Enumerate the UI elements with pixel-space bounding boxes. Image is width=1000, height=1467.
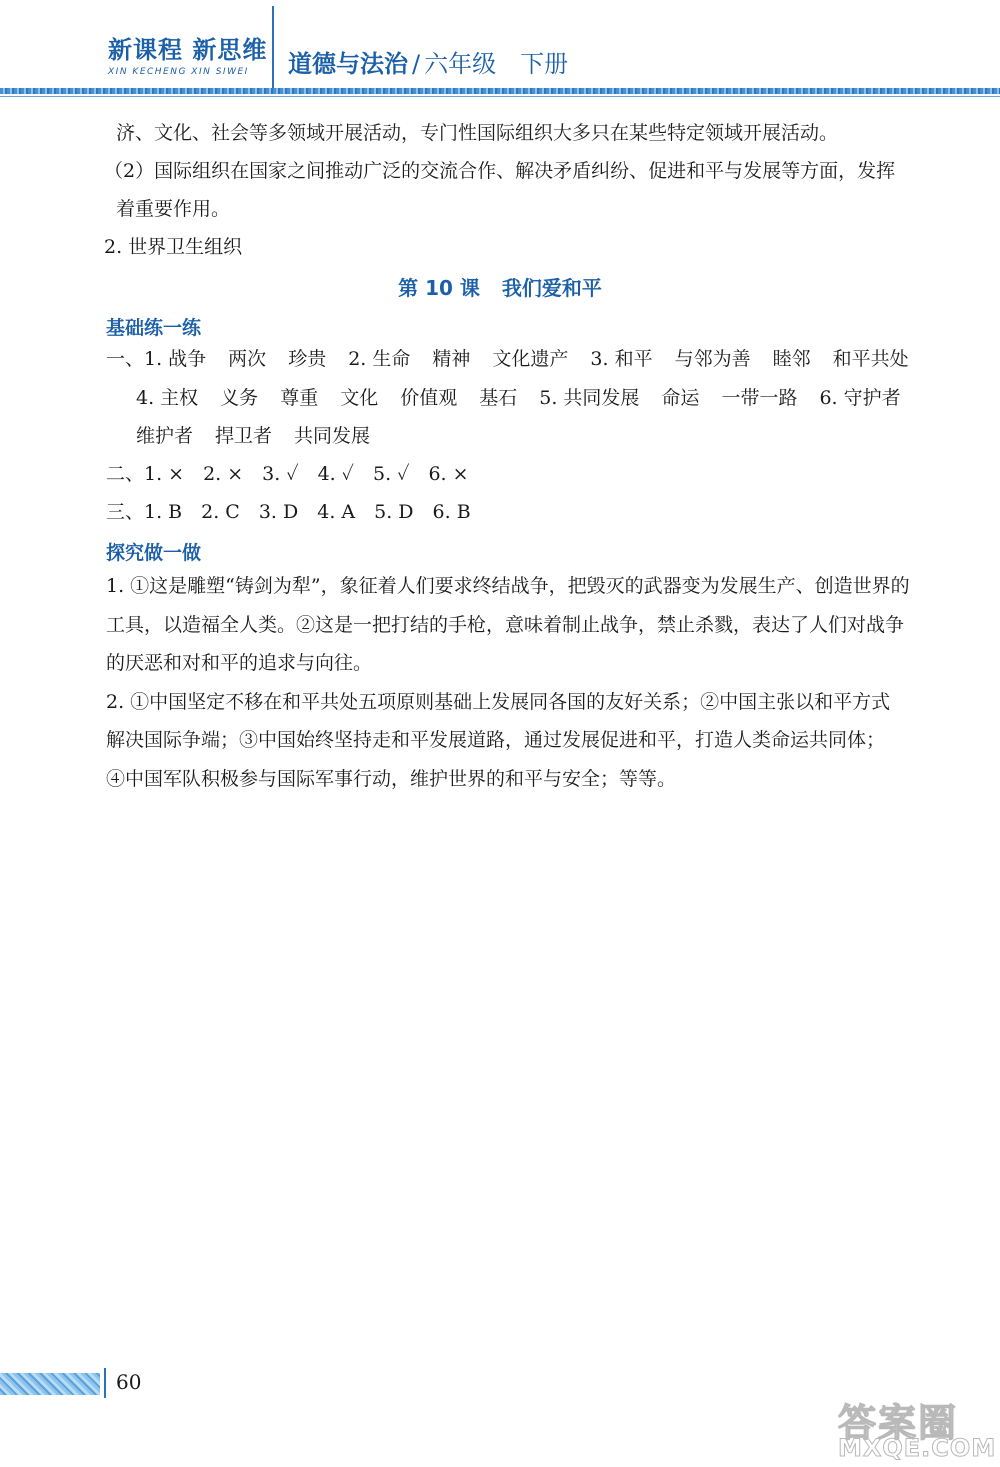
explore-q1-line-2: 工具，以造福全人类。②这是一把打结的手枪，意味着制止战争，禁止杀戮，表达了人们对战争 [106,614,905,636]
answer-word: 一带一路 [721,387,798,409]
answer-word: 尊重 [280,387,319,409]
answer-word: 6. 守护者 [819,387,901,409]
answer-word: 珍贵 [288,348,327,370]
answer-word: 3. 和平 [590,348,653,370]
basics-part1-row1 [106,346,931,372]
book-title [288,44,568,79]
intro-line-4: 2. 世界卫生组织 [104,236,243,258]
book-volume: 下册 [520,50,569,78]
page-header [0,0,1000,100]
watermark-text-cn: 答案圈 [838,1401,959,1445]
lesson-name: 我们爱和平 [501,276,602,300]
answer-word: 5. 共同发展 [539,387,640,409]
basics-part3: 三、1. B 2. C 3. D 4. A 5. D 6. B [106,501,471,523]
answer-word: 文化遗产 [492,348,569,370]
explore-q2-line-1: 2. ①中国坚定不移在和平共处五项原则基础上发展同各国的友好关系；②中国主张以和平方式 [106,691,891,713]
answer-word: 睦邻 [772,348,811,370]
explore-q2-line-2: 解决国际争端；③中国始终坚持走和平发展道路，通过发展促进和平，打造人类命运共同体； [106,729,886,751]
watermark-logo [830,1390,1000,1467]
answer-word: 两次 [228,348,267,370]
header-divider [272,6,274,94]
lesson-title [0,272,1000,301]
intro-line-3: 着重要作用。 [116,198,231,220]
book-subject: 道德与法治 [288,50,408,78]
answer-word: 价值观 [400,387,458,409]
basics-part1-row3 [136,423,392,449]
header-rule-thin [0,96,1000,97]
answer-word: 义务 [220,387,259,409]
answer-word: 和平共处 [832,348,909,370]
answer-word: 捍卫者 [215,425,273,447]
answer-word: 文化 [340,387,379,409]
answer-word: 一、1. 战争 [106,348,207,370]
explore-q1-line-1: 1. ①这是雕塑“铸剑为犁”，象征着人们要求终结战争，把毁灭的武器变为发展生产、创造世界的 [106,575,910,597]
book-grade: 六年级 [424,50,497,78]
intro-line-1: 济、文化、社会等多领域开展活动，专门性国际组织大多只在某些特定领域开展活动。 [116,122,839,144]
answer-word: 精神 [432,348,471,370]
watermark-text-en: MXQE.COM [838,1434,997,1462]
answer-word: 共同发展 [294,425,371,447]
explore-q1-line-3: 的厌恶和对和平的追求与向往。 [106,652,373,674]
section-heading-basics: 基础练一练 [106,317,202,339]
page-number: 60 [116,1370,142,1394]
brand-pinyin: XIN KECHENG XIN SIWEI [108,67,249,77]
intro-line-2: （2）国际组织在国家之间推动广泛的交流合作、解决矛盾纠纷、促进和平与发展等方面，发挥 [104,160,896,182]
answer-word: 4. 主权 [136,387,199,409]
answer-word: 命运 [661,387,700,409]
header-rule [0,88,1000,94]
answer-word: 基石 [479,387,518,409]
brand-title: 新课程 新思维 [108,36,268,64]
answer-word: 维护者 [136,425,194,447]
explore-q2-line-3: ④中国军队积极参与国际军事行动，维护世界的和平与安全；等等。 [106,768,677,790]
answer-word: 与邻为善 [674,348,751,370]
brand-logo [108,30,267,77]
book-slash: / [412,50,421,78]
basics-part2: 二、1. × 2. × 3. ✓ 4. ✓ 5. ✓ 6. × [106,463,469,485]
section-heading-explore: 探究做一做 [106,542,202,564]
footer-divider [104,1368,106,1398]
footer-decorative-bar [0,1373,100,1395]
lesson-number: 第 10 课 [398,276,480,300]
answer-word: 2. 生命 [348,348,411,370]
basics-part1-row2 [136,385,923,411]
